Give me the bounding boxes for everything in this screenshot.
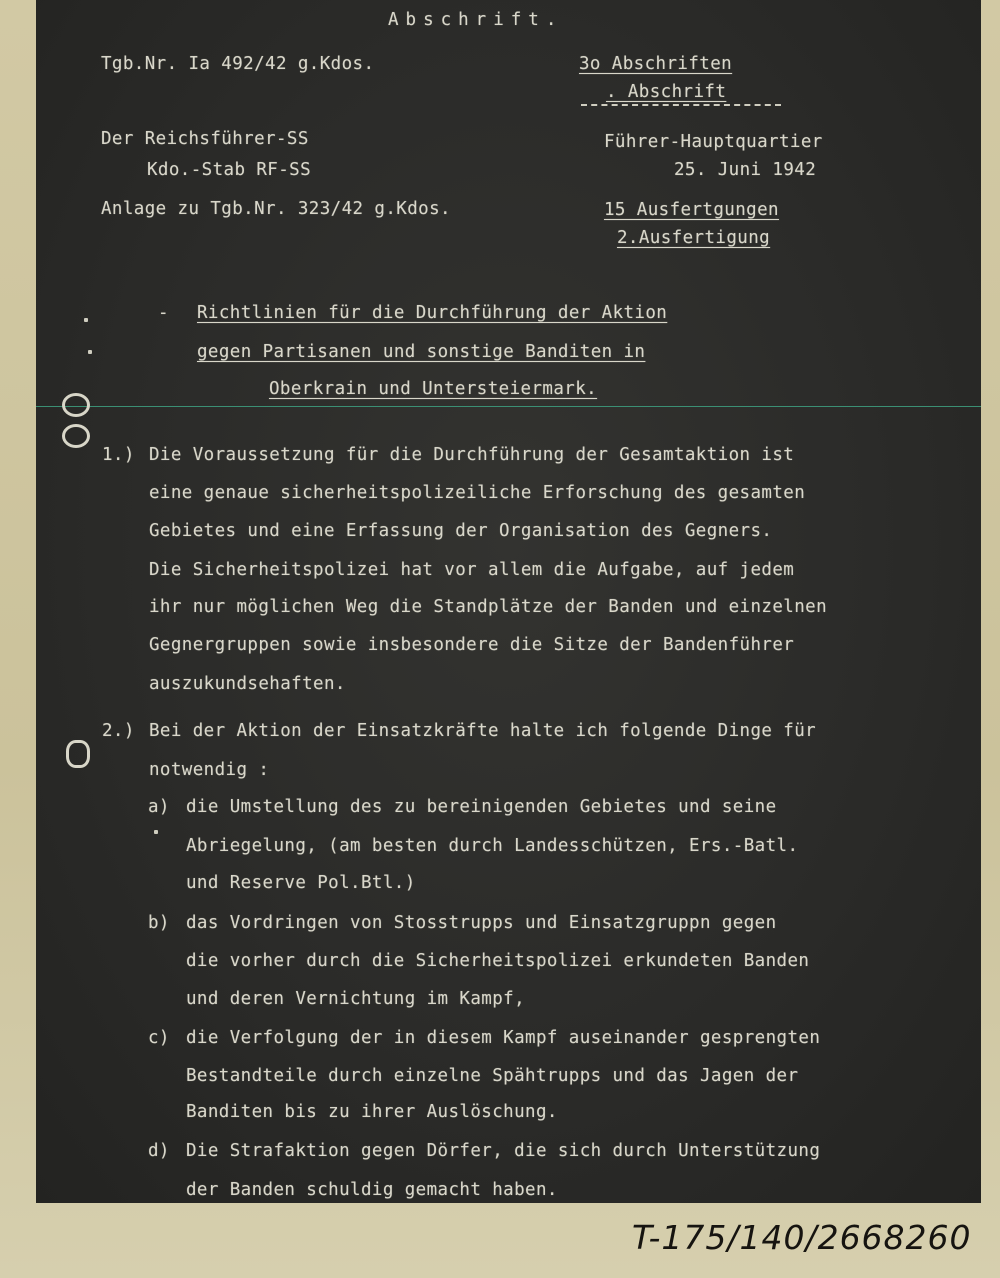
section-1-line: Die Sicherheitspolizei hat vor allem die Aufgabe, auf jedem <box>149 560 795 580</box>
section-2-number: 2.) <box>102 721 135 741</box>
copy-number: . Abschrift <box>606 82 727 102</box>
typewritten-document-page <box>36 0 981 1203</box>
copies-count: 3o Abschriften <box>579 54 733 74</box>
separator-dashes <box>581 104 781 106</box>
section-1-line: auszukundsehaften. <box>149 674 346 694</box>
subject-line-2: gegen Partisanen und sonstige Banditen in <box>197 342 646 362</box>
place: Führer-Hauptquartier <box>604 132 823 152</box>
item-a-line: Abriegelung, (am besten durch Landesschützen, Ers.-Batl. <box>186 836 799 856</box>
item-c-label: c) <box>148 1028 170 1048</box>
item-d-line: der Banden schuldig gemacht haben. <box>186 1180 558 1200</box>
section-1-line: Gebietes und eine Erfassung der Organisation des Gegners. <box>149 521 773 541</box>
item-d-label: d) <box>148 1141 170 1161</box>
speck-mark <box>84 318 88 322</box>
section-1-number: 1.) <box>102 445 135 465</box>
section-1-line: Gegnergruppen sowie insbesondere die Sitze der Bandenführer <box>149 635 795 655</box>
speck-mark <box>88 350 92 354</box>
item-b-line: die vorher durch die Sicherheitspolizei erkundeten Banden <box>186 951 810 971</box>
subject-line-1: Richtlinien für die Durchführung der Aktion <box>197 303 668 323</box>
punch-hole-mark <box>62 424 90 448</box>
section-2-line: Bei der Aktion der Einsatzkräfte halte ich folgende Dinge für <box>149 721 817 741</box>
section-2-line: notwendig : <box>149 760 270 780</box>
section-1-line: eine genaue sicherheitspolizeiliche Erforschung des gesamten <box>149 483 806 503</box>
subject-dash: - <box>158 303 169 323</box>
item-b-label: b) <box>148 913 170 933</box>
document-title: Abschrift. <box>388 10 564 30</box>
section-1-line: Die Voraussetzung für die Durchführung der Gesamtaktion ist <box>149 445 795 465</box>
punch-hole-mark <box>62 393 90 417</box>
item-c-line: Banditen bis zu ihrer Auslöschung. <box>186 1102 558 1122</box>
sender-line-2: Kdo.-Stab RF-SS <box>147 160 312 180</box>
scan-artifact-line <box>36 406 981 407</box>
item-d-line: Die Strafaktion gegen Dörfer, die sich durch Unterstützung <box>186 1141 821 1161</box>
speck-mark <box>154 830 158 834</box>
archive-reference-handwritten: T-175/140/2668260 <box>632 1218 972 1257</box>
item-b-line: das Vordringen von Stosstrupps und Einsatzgruppn gegen <box>186 913 777 933</box>
punch-hole-mark <box>66 740 90 768</box>
version-number: 2.Ausfertigung <box>617 228 771 248</box>
item-a-line: die Umstellung des zu bereinigenden Gebietes und seine <box>186 797 777 817</box>
item-a-line: und Reserve Pol.Btl.) <box>186 873 416 893</box>
tgb-number: Tgb.Nr. Ia 492/42 g.Kdos. <box>101 54 375 74</box>
item-a-label: a) <box>148 797 170 817</box>
date: 25. Juni 1942 <box>674 160 817 180</box>
sender-line-1: Der Reichsführer-SS <box>101 129 309 149</box>
attachment-reference: Anlage zu Tgb.Nr. 323/42 g.Kdos. <box>101 199 451 219</box>
versions-count: 15 Ausfertgungen <box>604 200 779 220</box>
item-c-line: die Verfolgung der in diesem Kampf auseinander gesprengten <box>186 1028 821 1048</box>
section-1-line: ihr nur möglichen Weg die Standplätze der Banden und einzelnen <box>149 597 828 617</box>
subject-line-3: Oberkrain und Untersteiermark. <box>269 379 598 399</box>
item-b-line: und deren Vernichtung im Kampf, <box>186 989 526 1009</box>
item-c-line: Bestandteile durch einzelne Spähtrupps und das Jagen der <box>186 1066 799 1086</box>
